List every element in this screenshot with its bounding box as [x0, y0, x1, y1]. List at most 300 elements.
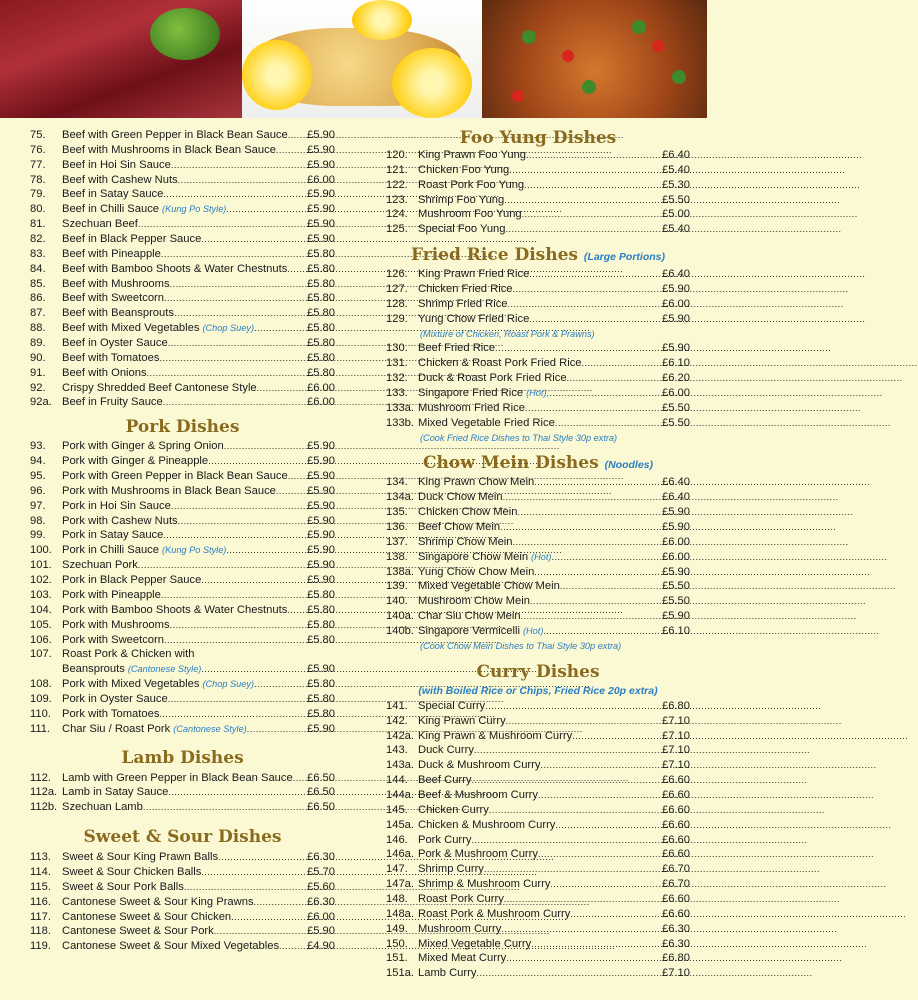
menu-item — [386, 758, 690, 773]
leader-dots — [163, 395, 307, 410]
item-name: Beef & Mushroom Curry — [418, 788, 538, 801]
item-name: King Prawn Chow Mein — [418, 476, 535, 489]
item-number: 131. — [386, 357, 408, 370]
item-price: £7.10 — [662, 967, 690, 980]
item-price: £6.50 — [307, 786, 335, 799]
menu-item — [30, 217, 335, 232]
item-number: 127. — [386, 283, 408, 296]
leader-dots — [170, 618, 307, 633]
item-price: £5.90 — [307, 470, 335, 483]
menu-item — [386, 341, 690, 356]
item-price: £5.90 — [662, 342, 690, 355]
item-price: £6.60 — [662, 848, 690, 861]
item-name: King Prawn & Mushroom Curry — [418, 729, 573, 742]
menu-item — [30, 202, 335, 217]
item-number: 75. — [30, 129, 46, 141]
leader-dots — [522, 207, 662, 222]
item-price: £6.20 — [662, 372, 690, 385]
item-number: 138. — [386, 550, 408, 563]
item-price: £5.30 — [662, 178, 690, 191]
leader-dots — [214, 924, 307, 939]
menu-item — [30, 865, 335, 880]
item-name: Singapore Fried Rice (Hot) — [418, 387, 547, 400]
menu-item — [30, 484, 335, 499]
item-name: Mushroom Foo Yung — [418, 208, 522, 221]
item-price: £5.90 — [307, 499, 335, 512]
menu-item — [386, 416, 690, 431]
leader-dots — [506, 714, 662, 729]
item-number: 139. — [386, 580, 408, 593]
item-name: Char Siu Chow Mein — [418, 610, 521, 623]
item-name: Beef in Black Pepper Sauce — [62, 233, 202, 246]
menu-item — [30, 454, 335, 469]
item-price: £5.80 — [307, 588, 335, 601]
leader-dots — [476, 966, 662, 981]
item-number: 143. — [386, 744, 408, 757]
item-number: 122. — [386, 178, 408, 191]
item-number: 133b. — [386, 416, 414, 429]
leader-dots — [288, 128, 307, 143]
leader-dots — [163, 528, 307, 543]
pork-list-b — [30, 677, 335, 736]
item-price: £6.40 — [662, 491, 690, 504]
menu-item — [386, 565, 690, 580]
item-price: £7.10 — [662, 714, 690, 727]
item-number: 142. — [386, 714, 408, 727]
leader-dots — [254, 895, 307, 910]
menu-item — [30, 558, 335, 573]
fried-rice-footnote: (Cook Fried Rice Dishes to Thai Style 30p extra) — [420, 432, 618, 443]
item-price: £5.40 — [662, 223, 690, 236]
item-price: £6.70 — [662, 878, 690, 891]
item-price: £5.60 — [307, 880, 335, 893]
menu-item — [30, 173, 335, 188]
item-price: £6.50 — [307, 771, 335, 784]
leader-dots — [287, 262, 307, 277]
menu-item — [386, 356, 690, 371]
menu-item — [386, 803, 690, 818]
item-name: Szechuan Beef — [62, 218, 138, 231]
item-price: £5.90 — [307, 544, 335, 557]
item-name: Lamb in Satay Sauce — [62, 786, 169, 799]
lemon-chicken-photo — [242, 0, 482, 118]
chow-mein-footnote: (Cook Chow Mein Dishes to Thai Style 30p extra) — [420, 640, 622, 651]
leader-dots — [138, 217, 307, 232]
item-number: 134a. — [386, 491, 414, 504]
item-number: 143a. — [386, 759, 414, 772]
chow-mein-list — [386, 475, 690, 638]
item-price: £5.50 — [662, 401, 690, 414]
item-price: £5.90 — [307, 574, 335, 587]
item-price: £5.90 — [662, 312, 690, 325]
item-price: £5.80 — [307, 633, 335, 646]
leader-dots — [570, 907, 662, 922]
leader-dots — [530, 594, 662, 609]
menu-item — [386, 222, 690, 237]
item-price: £5.00 — [662, 208, 690, 221]
item-name: Duck Chow Mein — [418, 491, 503, 504]
item-number: 148a. — [386, 907, 414, 920]
item-price: £5.80 — [307, 707, 335, 720]
leader-dots — [231, 910, 307, 925]
leader-dots — [254, 677, 307, 692]
menu-item — [386, 818, 690, 833]
menu-item — [30, 633, 335, 648]
leader-dots — [279, 939, 307, 954]
item-number: 113. — [30, 851, 51, 864]
menu-item — [386, 743, 690, 758]
leader-dots — [555, 416, 662, 431]
leader-dots — [513, 282, 662, 297]
menu-item — [30, 707, 335, 722]
item-number: 106. — [30, 633, 52, 646]
beef-ribs-photo — [0, 0, 242, 118]
item-price: £6.60 — [662, 892, 690, 905]
leader-dots — [159, 707, 307, 722]
item-number: 119. — [30, 940, 51, 953]
menu-item: 107. Roast Pork & Chicken with — [30, 648, 195, 661]
item-number: 86. — [30, 292, 46, 305]
item-number: 140. — [386, 595, 408, 608]
sweet-sour-list — [30, 850, 335, 954]
menu-item — [30, 128, 335, 143]
item-name: Chicken Chow Mein — [418, 506, 518, 519]
item-name: Pork with Ginger & Spring Onion — [62, 440, 224, 453]
item-number: 140b. — [386, 625, 414, 638]
menu-item — [386, 624, 690, 639]
menu-item — [386, 862, 690, 877]
item-number: 133a. — [386, 401, 414, 414]
item-number: 108. — [30, 678, 52, 691]
item-price: £6.00 — [662, 297, 690, 310]
item-price: £6.60 — [662, 788, 690, 801]
menu-item — [30, 722, 335, 737]
item-number: 140a. — [386, 610, 414, 623]
leader-dots — [288, 469, 307, 484]
item-number: 98. — [30, 514, 46, 527]
item-number: 144. — [386, 774, 408, 787]
item-price: £5.90 — [662, 506, 690, 519]
item-number: 104. — [30, 603, 52, 616]
item-number: 130. — [386, 342, 408, 355]
menu-item — [386, 579, 690, 594]
item-number: 100. — [30, 544, 52, 557]
leader-dots — [287, 603, 307, 618]
leader-dots — [224, 439, 307, 454]
leader-dots — [208, 454, 307, 469]
item-price: £5.90 — [307, 158, 335, 171]
item-name: Chicken Fried Rice — [418, 283, 513, 296]
item-number: 105. — [30, 618, 52, 631]
item-number: 88. — [30, 322, 46, 335]
leader-dots — [525, 401, 662, 416]
item-name: Cantonese Sweet & Sour King Prawns — [62, 895, 254, 908]
curry-subtitle: (with Boiled Rice or Chips, Fried Rice 20p extra) — [418, 684, 658, 697]
leader-dots — [168, 692, 307, 707]
leader-dots — [254, 321, 307, 336]
item-name: Beef with Sweetcorn — [62, 292, 164, 305]
item-price: £6.00 — [307, 396, 335, 409]
item-number: 132. — [386, 372, 408, 385]
item-name: Pork with Green Pepper in Black Bean Sauce — [62, 470, 288, 483]
menu-item — [386, 847, 690, 862]
lamb-list — [30, 771, 335, 816]
item-price: £6.70 — [662, 863, 690, 876]
item-number: 110. — [30, 707, 51, 720]
item-number: 144a. — [386, 788, 414, 801]
item-price: £5.90 — [307, 529, 335, 542]
menu-item — [386, 877, 690, 892]
item-price: £6.30 — [662, 937, 690, 950]
item-number: 99. — [30, 529, 46, 542]
item-number: 151a. — [386, 967, 414, 980]
item-name: Lamb Curry — [418, 967, 477, 980]
item-name: Beef Curry — [418, 774, 472, 787]
item-name: Mixed Meat Curry — [418, 952, 507, 965]
item-price: £6.00 — [307, 910, 335, 923]
leader-dots — [484, 862, 662, 877]
item-name: Chicken & Roast Pork Fried Rice — [418, 357, 582, 370]
item-number: 145. — [386, 803, 408, 816]
item-name: Shrimp Foo Yung — [418, 193, 505, 206]
item-price: £6.10 — [662, 357, 690, 370]
item-number: 109. — [30, 692, 52, 705]
item-price: £6.00 — [662, 550, 690, 563]
item-price: £5.90 — [307, 440, 335, 453]
item-number: 138a. — [386, 565, 414, 578]
item-number: 93. — [30, 440, 46, 453]
menu-item — [30, 677, 335, 692]
menu-item — [30, 910, 335, 925]
item-name: Sweet & Sour Chicken Balls — [62, 865, 202, 878]
item-name: Pork with Mixed Vegetables (Chop Suey) — [62, 678, 255, 691]
menu-item — [386, 951, 690, 966]
menu-item — [30, 143, 335, 158]
leader-dots — [543, 624, 662, 639]
menu-item — [386, 609, 690, 624]
item-number: 114. — [30, 865, 51, 878]
menu-item — [386, 312, 690, 327]
item-price: £5.80 — [307, 692, 335, 705]
leader-dots — [504, 892, 662, 907]
leader-dots — [163, 187, 307, 202]
leader-dots — [500, 520, 662, 535]
item-number: 103. — [30, 588, 52, 601]
item-number: 124. — [386, 208, 408, 221]
item-note: (Hot) — [526, 388, 547, 399]
item-name: Beef with Pineapple — [62, 247, 161, 260]
leader-dots — [503, 490, 662, 505]
item-name: Special Foo Yung — [418, 223, 506, 236]
item-price: £6.80 — [662, 952, 690, 965]
item-price: £6.40 — [662, 268, 690, 281]
menu-item — [386, 163, 690, 178]
item-number: 112b. — [30, 801, 58, 814]
item-number: 141. — [386, 699, 408, 712]
menu-item — [386, 714, 690, 729]
leader-dots — [471, 773, 662, 788]
menu-item — [30, 499, 335, 514]
pork-list — [30, 439, 335, 647]
item-number: 118. — [30, 925, 51, 938]
menu-item — [30, 277, 335, 292]
item-name: Cantonese Sweet & Sour Chicken — [62, 910, 232, 923]
menu-item — [386, 401, 690, 416]
menu-item — [30, 291, 335, 306]
menu-item — [30, 880, 335, 895]
menu-item — [30, 395, 335, 410]
item-name: Beef Fried Rice — [418, 342, 496, 355]
leader-dots — [560, 579, 662, 594]
item-number: 95. — [30, 470, 46, 483]
item-number: 76. — [30, 143, 46, 156]
menu-item — [30, 588, 335, 603]
item-number: 145a. — [386, 818, 414, 831]
leader-dots — [293, 771, 307, 786]
leader-dots — [226, 543, 307, 558]
menu-item — [30, 528, 335, 543]
item-number: 136. — [386, 521, 408, 534]
item-number: 89. — [30, 337, 46, 350]
item-number: 121. — [386, 163, 408, 176]
item-number: 91. — [30, 366, 46, 379]
item-price: £6.00 — [307, 381, 335, 394]
item-note: (Hot) — [522, 626, 544, 637]
item-name: Special Curry — [418, 699, 486, 712]
item-price: £5.80 — [307, 366, 335, 379]
leader-dots — [518, 505, 663, 520]
leader-dots — [526, 148, 662, 163]
leader-dots — [218, 850, 307, 865]
item-name: Beef with Bamboo Shoots & Water Chestnuts — [62, 262, 288, 275]
menu-item — [30, 939, 335, 954]
leader-dots — [572, 729, 662, 744]
leader-dots — [168, 336, 307, 351]
item-name: Beef in Chilli Sauce (Kung Po Style) — [62, 203, 227, 216]
menu-item — [386, 966, 690, 981]
menu-item — [386, 520, 690, 535]
item-name: Pork with Mushrooms — [62, 618, 170, 631]
item-name: Mushroom Curry — [418, 922, 502, 935]
menu-item — [386, 178, 690, 193]
item-number: 90. — [30, 351, 46, 364]
leader-dots — [164, 291, 307, 306]
item-price: £5.50 — [662, 580, 690, 593]
pork-heading: Pork Dishes — [125, 417, 240, 438]
item-name: Pork with Bamboo Shoots & Water Chestnuts — [62, 603, 288, 616]
menu-item — [30, 514, 335, 529]
item-name: Shrimp Curry — [418, 863, 484, 876]
leader-dots — [276, 143, 307, 158]
menu-item — [386, 773, 690, 788]
menu-item — [386, 297, 690, 312]
item-name: Singapore Chow Mein (Hot) — [418, 550, 552, 563]
item-price: £5.80 — [307, 247, 335, 260]
leader-dots — [582, 356, 662, 371]
menu-item — [30, 158, 335, 173]
menu-item — [386, 207, 690, 222]
menu-item — [386, 833, 690, 848]
item-number: 112a. — [30, 786, 58, 799]
item-name: Mixed Vegetable Curry — [418, 937, 532, 950]
item-name: Roast Pork Curry — [418, 892, 504, 905]
item-name: Pork in Black Pepper Sauce — [62, 574, 202, 587]
menu-item — [386, 148, 690, 163]
item-name: Beef in Fruity Sauce — [62, 396, 163, 409]
item-number: 92a. — [30, 396, 52, 409]
item-number: 120. — [386, 149, 408, 161]
right-column — [386, 128, 690, 981]
item-price: £5.90 — [307, 925, 335, 938]
menu-item — [30, 439, 335, 454]
item-name: Szechuan Lamb — [62, 801, 143, 814]
item-price: £5.90 — [662, 610, 690, 623]
leader-dots — [161, 588, 307, 603]
leader-dots — [540, 758, 662, 773]
item-number: 150. — [386, 937, 408, 950]
leader-dots — [138, 558, 307, 573]
menu-item — [30, 785, 335, 800]
item-name: Sweet & Sour King Prawn Balls — [62, 851, 219, 864]
item-price: £5.90 — [662, 565, 690, 578]
menu-item — [30, 262, 335, 277]
item-name: Shrimp Fried Rice — [418, 297, 508, 310]
leader-dots — [161, 247, 307, 262]
menu-item — [386, 282, 690, 297]
item-name: Beef with Green Pepper in Black Bean Sauce — [62, 129, 288, 141]
menu-item — [386, 729, 690, 744]
menu-item: Beansprouts (Cantonese Style) ..... £5.90 — [30, 662, 335, 677]
menu-item — [386, 550, 690, 565]
leader-dots — [534, 475, 662, 490]
item-price: £6.00 — [662, 535, 690, 548]
item-price: £6.40 — [662, 476, 690, 489]
chow-mein-heading: Chow Mein Dishes (Noodles) — [422, 453, 653, 474]
leader-dots — [247, 722, 307, 737]
item-price: £5.80 — [307, 292, 335, 305]
fried-rice-list — [386, 267, 690, 326]
leader-dots — [147, 366, 307, 381]
menu-item — [30, 321, 335, 336]
leader-dots — [538, 788, 662, 803]
item-number: 80. — [30, 203, 46, 216]
item-name: Lamb with Green Pepper in Black Bean Sauce — [62, 771, 293, 784]
item-number: 142a. — [386, 729, 414, 742]
item-price: £6.60 — [662, 803, 690, 816]
item-name: Duck & Mushroom Curry — [418, 759, 541, 772]
leader-dots — [168, 785, 307, 800]
item-price: £5.90 — [307, 188, 335, 201]
item-price: £5.80 — [307, 277, 335, 290]
item-name: Beef in Oyster Sauce — [62, 337, 168, 350]
item-price: £5.90 — [307, 484, 335, 497]
item-name: Beef with Onions — [62, 366, 147, 379]
item-price: £5.50 — [662, 193, 690, 206]
item-price: £6.60 — [662, 774, 690, 787]
leader-dots — [555, 818, 662, 833]
menu-item — [30, 800, 335, 815]
menu-item — [386, 594, 690, 609]
item-name: Beef with Tomatoes — [62, 351, 160, 364]
item-price: £5.50 — [662, 595, 690, 608]
item-price: £6.10 — [662, 625, 690, 638]
item-price: £6.00 — [662, 387, 690, 400]
menu-item — [30, 381, 335, 396]
leader-dots — [178, 173, 307, 188]
item-number: 134. — [386, 476, 408, 489]
leader-dots — [550, 877, 662, 892]
menu-item — [386, 907, 690, 922]
